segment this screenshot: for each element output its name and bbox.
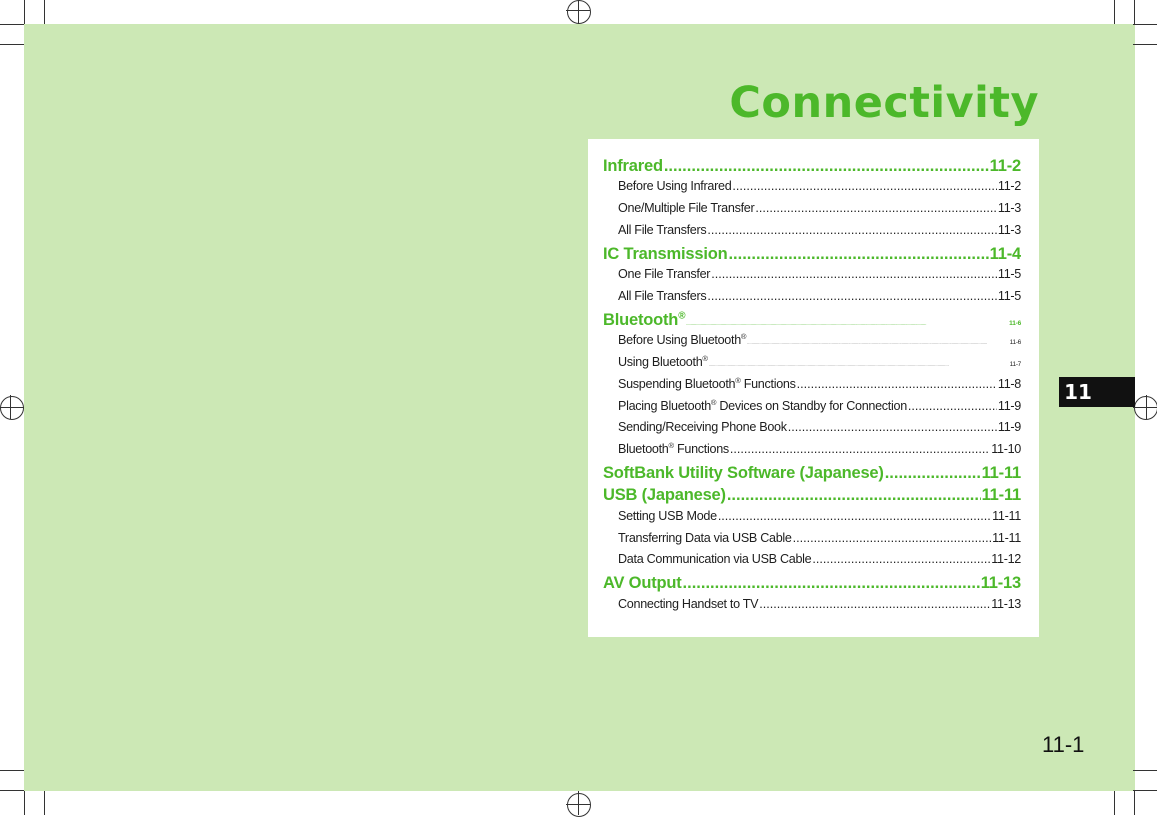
toc-subsection-entry[interactable] bbox=[603, 289, 1021, 311]
toc-leader-dots bbox=[707, 223, 997, 237]
toc-subsection-entry[interactable] bbox=[603, 597, 1021, 619]
toc-leader-dots bbox=[908, 399, 997, 413]
toc-entry-label: AV Output bbox=[603, 574, 682, 593]
toc-leader-dots bbox=[885, 464, 981, 483]
toc-subsection-entry[interactable] bbox=[603, 223, 1021, 245]
toc-entry-page: 11-12 bbox=[991, 552, 1021, 567]
toc-entry-page: 11-6 bbox=[1009, 339, 1021, 347]
toc-entry-page: 11-3 bbox=[997, 201, 1021, 216]
toc-entry-label: Bluetooth® Functions bbox=[618, 442, 729, 457]
toc-leader-dots bbox=[759, 597, 990, 611]
page-number: 11-1 bbox=[1042, 732, 1085, 757]
toc-leader-dots bbox=[812, 552, 990, 566]
toc-entry-label: SoftBank Utility Software (Japanese) bbox=[603, 463, 884, 482]
toc-subsection-entry[interactable] bbox=[603, 355, 1021, 377]
toc-entry-page: 11-13 bbox=[980, 574, 1021, 593]
toc-subsection-entry[interactable] bbox=[603, 509, 1021, 531]
toc-leader-dots bbox=[664, 157, 989, 176]
toc-entry-page: 11-2 bbox=[997, 179, 1021, 194]
toc-subsection-entry[interactable] bbox=[603, 267, 1021, 289]
toc-entry-label: Connecting Handset to TV bbox=[618, 596, 759, 611]
chapter-tab bbox=[1059, 377, 1135, 407]
toc-section-entry[interactable] bbox=[603, 157, 1021, 179]
toc-entry-page: 11-13 bbox=[991, 596, 1021, 611]
toc-leader-dots bbox=[755, 201, 997, 215]
toc-leader-dots bbox=[727, 486, 981, 505]
toc-leader-dots bbox=[711, 267, 997, 281]
toc-leader-dots bbox=[718, 509, 991, 523]
toc-entry-label: One File Transfer bbox=[618, 267, 711, 282]
toc-entry-page: 11-11 bbox=[992, 530, 1021, 545]
toc-entry-page: 11-11 bbox=[992, 508, 1021, 523]
toc-entry-label: Suspending Bluetooth® Functions bbox=[618, 376, 796, 391]
toc-entry-page: 11-11 bbox=[981, 486, 1021, 505]
toc-subsection-entry[interactable] bbox=[603, 552, 1021, 574]
toc-entry-label: Sending/Receiving Phone Book bbox=[618, 420, 787, 435]
toc-section-entry[interactable] bbox=[603, 486, 1021, 508]
toc-entry-page: 11-11 bbox=[981, 463, 1021, 482]
toc-subsection-entry[interactable] bbox=[603, 531, 1021, 553]
toc-leader-dots bbox=[686, 311, 1008, 330]
toc-entry-label: Transferring Data via USB Cable bbox=[618, 530, 792, 545]
toc-section-entry[interactable] bbox=[603, 574, 1021, 596]
table-of-contents bbox=[588, 139, 1039, 637]
toc-entry-label: Bluetooth® bbox=[603, 310, 686, 329]
toc-subsection-entry[interactable] bbox=[603, 179, 1021, 201]
toc-entry-page: 11-9 bbox=[997, 420, 1021, 435]
toc-entry-label: Before Using Infrared bbox=[618, 179, 732, 194]
toc-entry-label: Before Using Bluetooth® bbox=[618, 333, 747, 348]
toc-subsection-entry[interactable] bbox=[603, 399, 1021, 421]
toc-leader-dots bbox=[797, 377, 997, 391]
toc-section-entry[interactable] bbox=[603, 311, 1021, 333]
toc-subsection-entry[interactable] bbox=[603, 442, 1021, 464]
toc-subsection-entry[interactable] bbox=[603, 420, 1021, 442]
toc-entry-page: 11-5 bbox=[997, 267, 1021, 282]
toc-leader-dots bbox=[683, 574, 980, 593]
toc-entry-label: Infrared bbox=[603, 157, 663, 175]
toc-entry-label: Data Communication via USB Cable bbox=[618, 552, 812, 567]
toc-entry-page: 11-8 bbox=[997, 376, 1021, 391]
toc-leader-dots bbox=[732, 179, 997, 193]
toc-list bbox=[603, 157, 1021, 618]
toc-entry-label: USB (Japanese) bbox=[603, 486, 726, 505]
toc-leader-dots bbox=[793, 531, 992, 545]
page-title: Connectivity bbox=[729, 78, 1039, 128]
toc-leader-dots bbox=[730, 442, 990, 456]
toc-entry-label: Using Bluetooth® bbox=[618, 354, 708, 369]
toc-leader-dots bbox=[707, 289, 997, 303]
toc-entry-page: 11-5 bbox=[997, 288, 1021, 303]
toc-entry-page: 11-3 bbox=[997, 222, 1021, 237]
toc-section-entry[interactable] bbox=[603, 464, 1021, 486]
toc-entry-page: 11-2 bbox=[989, 157, 1021, 175]
toc-entry-label: One/Multiple File Transfer bbox=[618, 201, 755, 216]
toc-entry-label: All File Transfers bbox=[618, 222, 707, 237]
toc-entry-page: 11-6 bbox=[1009, 319, 1021, 327]
toc-entry-label: IC Transmission bbox=[603, 244, 728, 263]
toc-leader-dots bbox=[709, 355, 1009, 369]
toc-leader-dots bbox=[728, 245, 988, 264]
toc-entry-label: Placing Bluetooth® Devices on Standby for Connection bbox=[618, 398, 907, 413]
toc-subsection-entry[interactable] bbox=[603, 377, 1021, 399]
toc-entry-page: 11-7 bbox=[1009, 360, 1021, 368]
toc-entry-page: 11-4 bbox=[989, 244, 1021, 263]
toc-subsection-entry[interactable] bbox=[603, 201, 1021, 223]
toc-subsection-entry[interactable] bbox=[603, 333, 1021, 355]
toc-section-entry[interactable] bbox=[603, 245, 1021, 267]
toc-entry-page: 11-9 bbox=[997, 398, 1021, 413]
toc-entry-label: Setting USB Mode bbox=[618, 508, 717, 523]
toc-leader-dots bbox=[788, 420, 997, 434]
toc-entry-label: All File Transfers bbox=[618, 288, 707, 303]
toc-entry-page: 11-10 bbox=[991, 442, 1021, 457]
toc-leader-dots bbox=[747, 333, 1008, 347]
chapter-number: 11 bbox=[1064, 380, 1092, 404]
